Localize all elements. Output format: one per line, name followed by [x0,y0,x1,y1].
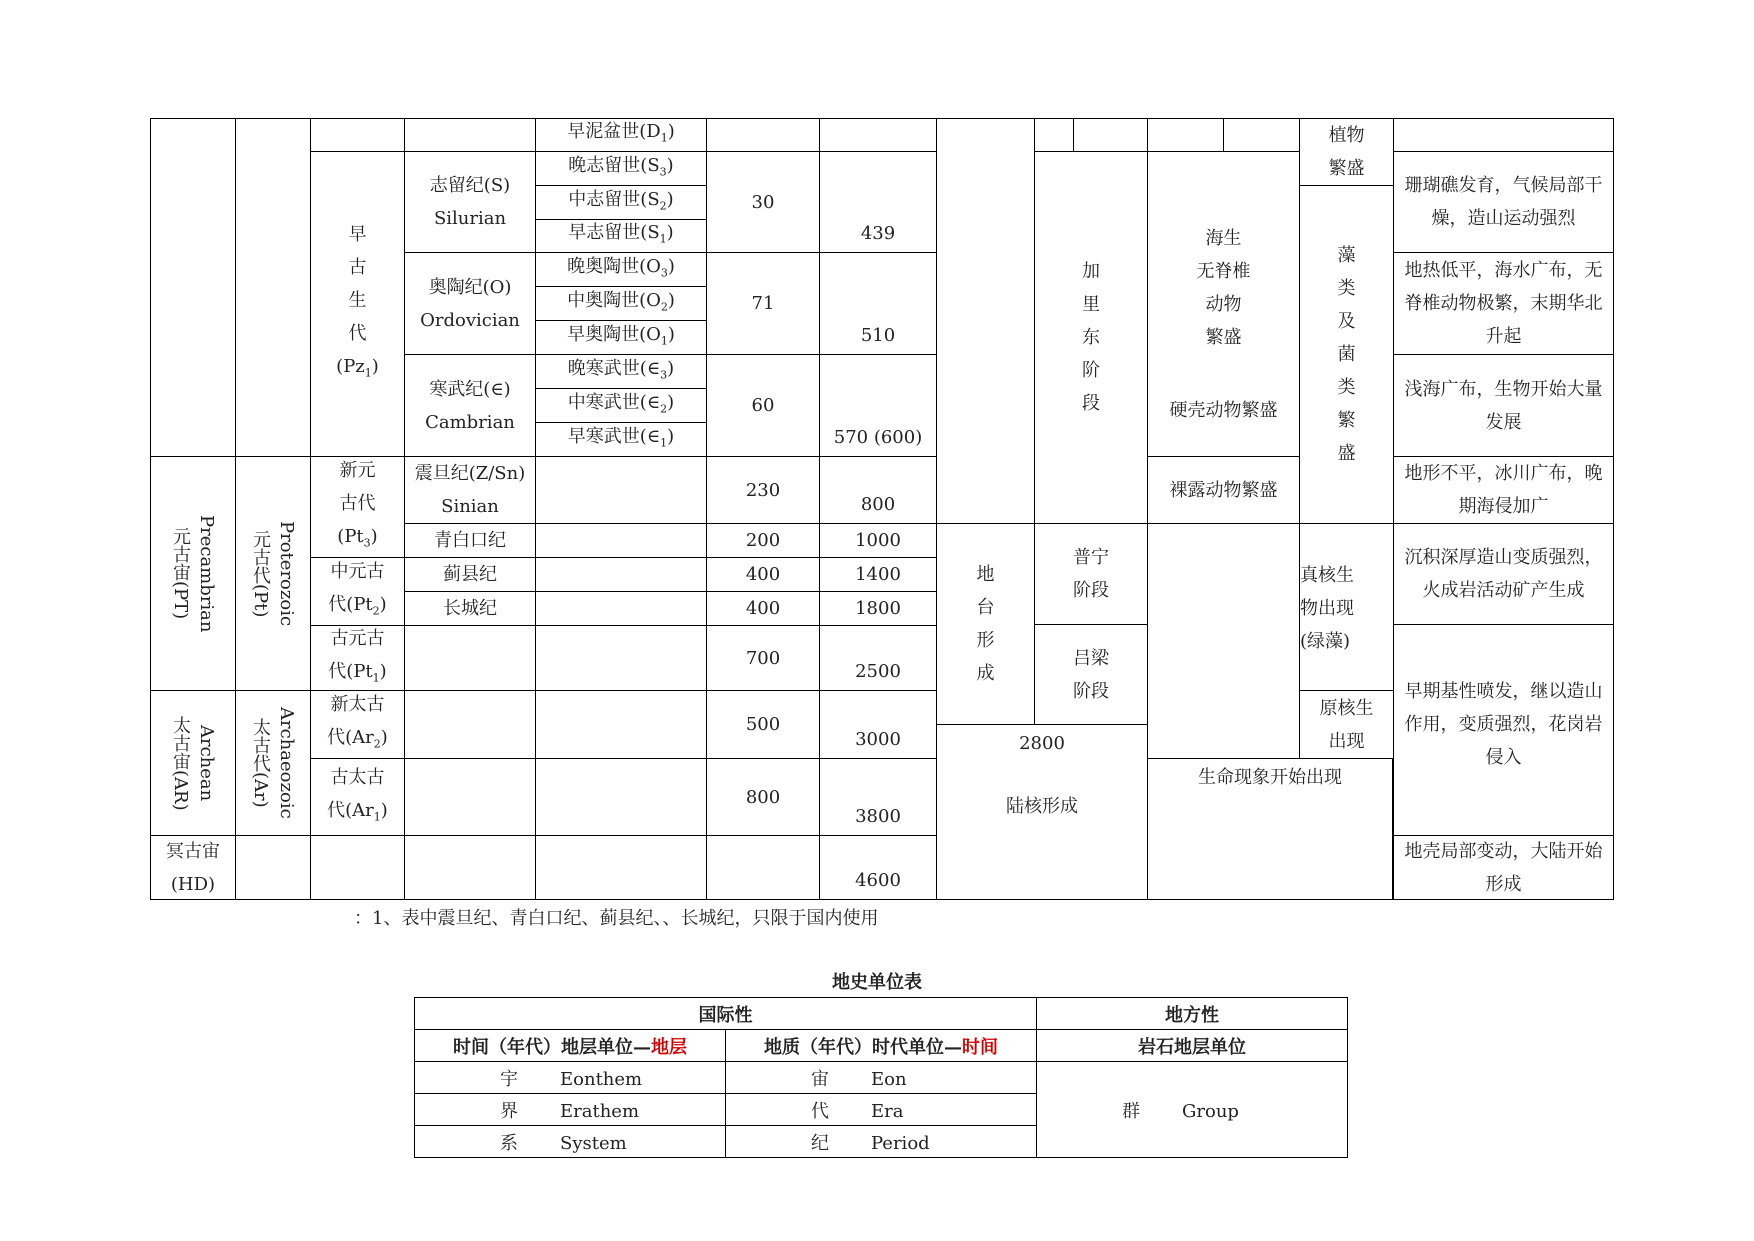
period-empty [405,836,536,900]
era-proterozoic-label: Proterozoic 元古代(Pt) [250,520,297,627]
plant-prokaryote: 原核生 出现 [1300,691,1394,759]
eon-phanerozoic [150,118,236,457]
age-jixian: 1400 [820,558,937,592]
tectonic-lvliang: 吕梁 阶段 [1035,625,1148,725]
tectonic-caledonian: 加 里 东 阶 段 [1035,152,1148,524]
age-cambrian: 570 (600) [820,355,937,457]
period-empty [405,759,536,836]
eon-archean-label: Archean 太古宙(AR) [170,715,217,811]
duration-sinian: 230 [707,457,820,524]
age-qingbaikou: 1000 [820,524,937,558]
period-ordovician: 奥陶纪(O) Ordovician [405,253,536,355]
epoch-c1: 早寒武世$(\in_1)$ [536,423,707,457]
duration-empty [707,118,820,152]
unit-system: 系 System [415,1126,726,1158]
epoch-c2: 中寒武世$(\in_2)$ [536,389,707,423]
age-paleoarchean: 3800 [820,759,937,836]
epoch-o1: 早奥陶世$(O_1)$ [536,321,707,355]
eon-hadean [150,836,236,900]
event-ordovician: 地热低平，海水广布，无脊椎动物极繁，末期华北升起 [1394,253,1614,355]
period-empty [405,691,536,759]
subera-neoarchean: 新太古 代$(Ar_2)$ [311,691,405,759]
tectonic-empty [937,118,1035,524]
duration-neoarchean: 500 [707,691,820,759]
duration-jixian: 400 [707,558,820,592]
subera-hadean-empty [311,836,405,900]
period-cambrian: 寒武纪(∈) Cambrian [405,355,536,457]
epoch-empty [536,558,707,592]
subera-empty [311,118,405,152]
tectonic-empty [1074,118,1148,152]
era-proterozoic [236,457,311,691]
epoch-empty [536,836,707,900]
plant-eukaryote: 真核生 物出现 (绿藻) [1300,524,1394,691]
age-silurian: 439 [820,152,937,253]
duration-silurian: 30 [707,152,820,253]
era-archean [236,691,311,836]
intl-header: 国际性 [415,998,1037,1030]
epoch-o3: 晚奥陶世$(O_3)$ [536,253,707,287]
animal-empty [1148,524,1300,759]
unit-eon: 宙 Eon [726,1062,1037,1094]
geochron-unit-header: 地质（年代）时代单位—时间 [726,1030,1037,1062]
age-ordovician: 510 [820,253,937,355]
plant-flourish: 植物 繁盛 [1300,118,1394,186]
eon-proterozoic-label: Precambrian 元古宙(PT) [170,514,217,633]
animal-empty [1224,118,1300,152]
event-hadean: 地壳局部变动，大陆开始形成 [1394,836,1614,900]
subera-paleoarchean: 古太古 代$(Ar_1)$ [311,759,405,836]
period-qingbaikou: 青白口纪 [405,524,536,558]
era-paleozoic [236,118,311,457]
eon-archean [150,691,236,836]
period-jixian: 蓟县纪 [405,558,536,592]
litho-unit-header: 岩石地层单位 [1037,1030,1348,1062]
animal-naked: 裸露动物繁盛 [1148,457,1300,524]
period-changcheng: 长城纪 [405,592,536,626]
period-sinian: 震旦纪(Z/Sn) Sinian [405,457,536,524]
unit-group: 群 Group [1037,1062,1348,1158]
tectonic-empty [1035,118,1074,152]
duration-paleoproterozoic: 700 [707,626,820,691]
geologic-time-table [150,118,1614,900]
duration-cambrian: 60 [707,355,820,457]
age-paleoproterozoic: 2500 [820,626,937,691]
stratigraphic-units-table [414,997,1348,1158]
era-hadean-empty [236,836,311,900]
animal-empty [1148,118,1224,152]
chrono-unit-header: 时间（年代）地层单位—地层 [415,1030,726,1062]
age-sinian: 800 [820,457,937,524]
event-archean: 早期基性喷发，继以造山作用，变质强烈，花岗岩侵入 [1394,625,1614,836]
event-empty [1394,118,1614,152]
age-empty [820,118,937,152]
epoch-empty [536,626,707,691]
age-changcheng: 1800 [820,592,937,626]
eon-hadean-label: 冥古宙(HD) [166,840,220,895]
epoch-s3: 晚志留世$(S_3)$ [536,152,707,186]
epoch-empty [536,524,707,558]
epoch-empty [536,759,707,836]
footnote: ：1、表中震旦纪、青白口纪、蓟县纪、、长城纪，只限于国内使用 [354,908,879,929]
epoch-empty [536,457,707,524]
period-empty [405,626,536,691]
subera-paleoproterozoic: 古元古 代$(Pt_1)$ [311,626,405,691]
unit-eonthem: 宇 Eonthem [415,1062,726,1094]
unit-period: 纪 Period [726,1126,1037,1158]
tectonic-platform: 地 台 形 成 [937,524,1035,725]
event-silurian: 珊瑚礁发育，气候局部干燥，造山运动强烈 [1394,152,1614,253]
age-neoarchean: 3000 [820,691,937,759]
event-cambrian: 浅海广布，生物开始大量发展 [1394,355,1614,457]
subera-mesoproterozoic: 中元古 代$(Pt_2)$ [311,558,405,626]
local-header: 地方性 [1037,998,1348,1030]
age-hadean: 4600 [820,836,937,900]
event-mesoproterozoic: 沉积深厚造山变质强烈，火成岩活动矿产生成 [1394,524,1614,625]
animal-marine-invertebrates: 海生 无脊椎 动物 繁盛 硬壳动物繁盛 [1148,152,1300,457]
era-archean-label: Archaeozoic 太古代(Ar) [250,707,297,819]
event-sinian: 地形不平，冰川广布，晚期海侵加广 [1394,457,1614,524]
subera-early-paleozoic: 早 古 生 代 $(Pz_1)$ [311,152,405,457]
epoch-c3: 晚寒武世$(\in_3)$ [536,355,707,389]
epoch-empty [536,691,707,759]
unit-erathem: 界 Erathem [415,1094,726,1126]
epoch-s1: 早志留世$(S_1)$ [536,220,707,253]
units-table-title: 地史单位表 [832,972,922,993]
life-begins: 生命现象开始出现 [1148,759,1394,900]
duration-empty [707,836,820,900]
eon-proterozoic [150,457,236,691]
duration-ordovician: 71 [707,253,820,355]
epoch-d1: 早泥盆世$(D_1)$ [536,118,707,152]
duration-paleoarchean: 800 [707,759,820,836]
tectonic-nucleus: 2800 陆核形成 [937,725,1148,900]
period-empty [405,118,536,152]
unit-era: 代 Era [726,1094,1037,1126]
epoch-s2: 中志留世$(S_2)$ [536,186,707,220]
plant-algae-fungi: 藻 类 及 菌 类 繁 盛 [1300,186,1394,524]
epoch-o2: 中奥陶世$(O_2)$ [536,287,707,321]
period-silurian: 志留纪(S) Silurian [405,152,536,253]
epoch-empty [536,592,707,626]
duration-changcheng: 400 [707,592,820,626]
duration-qingbaikou: 200 [707,524,820,558]
tectonic-puning: 普宁 阶段 [1035,524,1148,625]
subera-neoproterozoic: 新元 古代 $(Pt_3)$ [311,457,405,558]
